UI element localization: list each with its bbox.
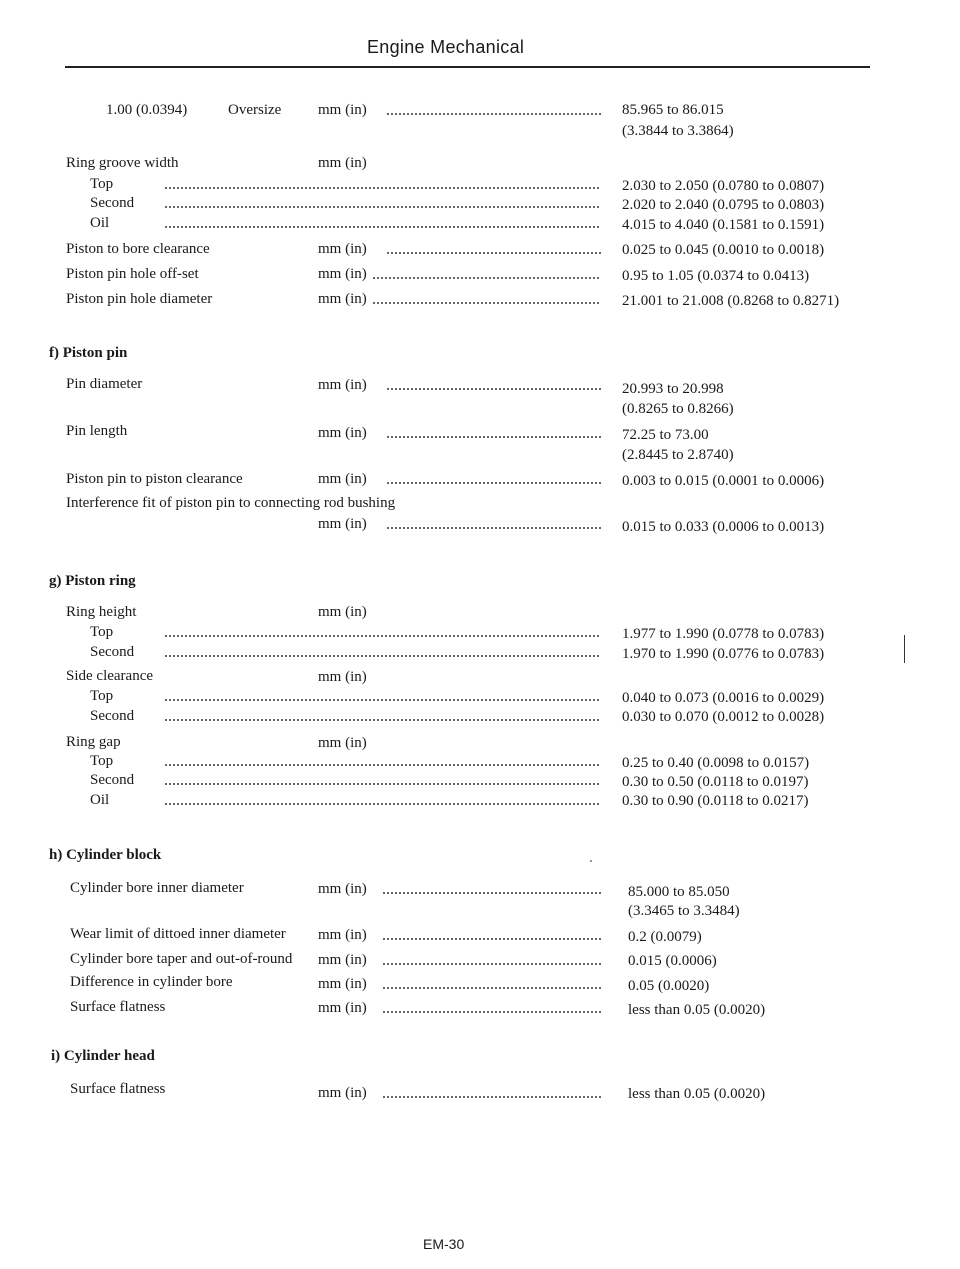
section-g-title: g) Piston ring bbox=[49, 573, 136, 589]
bore-clearance-label: Piston to bore clearance bbox=[66, 241, 210, 257]
ring-height-second-label: Second bbox=[90, 644, 135, 660]
surface-flatness-block-value: less than 0.05 (0.0020) bbox=[628, 1002, 766, 1018]
pin-length-label: Pin length bbox=[66, 423, 128, 439]
pin-hole-diameter-value: 21.001 to 21.008 (0.8268 to 0.8271) bbox=[622, 293, 840, 309]
leader-dots bbox=[164, 655, 601, 657]
leader-dots bbox=[164, 803, 601, 805]
ring-groove-second-value: 2.020 to 2.040 (0.0795 to 0.0803) bbox=[622, 197, 825, 213]
ring-height-top-label: Top bbox=[90, 624, 114, 640]
bore-clearance-unit: mm (in) bbox=[318, 241, 367, 257]
page-title: Engine Mechanical bbox=[367, 37, 525, 57]
pin-length-unit: mm (in) bbox=[318, 425, 367, 441]
leader-dots bbox=[164, 187, 601, 189]
oversize-type: Oversize bbox=[228, 102, 282, 118]
oversize-value: 85.965 to 86.015 bbox=[622, 102, 724, 118]
margin-change-bar bbox=[904, 635, 905, 663]
pin-diameter-value: 20.993 to 20.998 bbox=[622, 381, 724, 397]
bore-inner-value: 85.000 to 85.050 bbox=[628, 884, 730, 900]
leader-dots bbox=[164, 719, 601, 721]
leader-dots bbox=[386, 482, 601, 484]
ring-height-label: Ring height bbox=[66, 604, 137, 620]
surface-flatness-head-unit: mm (in) bbox=[318, 1085, 367, 1101]
surface-flatness-block-label: Surface flatness bbox=[70, 999, 166, 1015]
taper-label: Cylinder bore taper and out-of-round bbox=[70, 951, 293, 967]
difference-value: 0.05 (0.0020) bbox=[628, 978, 710, 994]
leader-dots bbox=[386, 527, 601, 529]
ring-gap-top-value: 0.25 to 0.40 (0.0098 to 0.0157) bbox=[622, 755, 810, 771]
ring-height-top-value: 1.977 to 1.990 (0.0778 to 0.0783) bbox=[622, 626, 825, 642]
leader-dots bbox=[382, 938, 601, 940]
leader-dots bbox=[372, 302, 601, 304]
ring-groove-top-value: 2.030 to 2.050 (0.0780 to 0.0807) bbox=[622, 178, 825, 194]
pin-diameter-label: Pin diameter bbox=[66, 376, 143, 392]
oversize-unit: mm (in) bbox=[318, 102, 367, 118]
ring-gap-label: Ring gap bbox=[66, 734, 121, 750]
pin-offset-unit: mm (in) bbox=[318, 266, 367, 282]
ring-gap-second-value: 0.30 to 0.50 (0.0118 to 0.0197) bbox=[622, 774, 809, 790]
scan-speck bbox=[590, 860, 592, 862]
oversize-value-in: (3.3844 to 3.3864) bbox=[622, 123, 734, 139]
wear-limit-unit: mm (in) bbox=[318, 927, 367, 943]
section-f-title: f) Piston pin bbox=[49, 345, 128, 361]
leader-dots bbox=[164, 635, 601, 637]
bore-inner-value-in: (3.3465 to 3.3484) bbox=[628, 903, 740, 919]
surface-flatness-head-label: Surface flatness bbox=[70, 1081, 166, 1097]
pin-hole-diameter-label: Piston pin hole diameter bbox=[66, 291, 213, 307]
leader-dots bbox=[164, 764, 601, 766]
leader-dots bbox=[386, 388, 601, 390]
ring-groove-second-label: Second bbox=[90, 195, 135, 211]
pin-diameter-value-in: (0.8265 to 0.8266) bbox=[622, 401, 734, 417]
leader-dots bbox=[164, 206, 601, 208]
side-clearance-label: Side clearance bbox=[66, 668, 154, 684]
taper-unit: mm (in) bbox=[318, 952, 367, 968]
difference-label: Difference in cylinder bore bbox=[70, 974, 233, 990]
leader-dots bbox=[386, 252, 601, 254]
ring-gap-unit: mm (in) bbox=[318, 735, 367, 751]
difference-unit: mm (in) bbox=[318, 976, 367, 992]
ring-gap-oil-value: 0.30 to 0.90 (0.0118 to 0.0217) bbox=[622, 793, 809, 809]
ring-groove-oil-value: 4.015 to 4.040 (0.1581 to 0.1591) bbox=[622, 217, 825, 233]
pin-hole-diameter-unit: mm (in) bbox=[318, 291, 367, 307]
leader-dots bbox=[382, 987, 601, 989]
interference-value: 0.015 to 0.033 (0.0006 to 0.0013) bbox=[622, 519, 825, 535]
side-clearance-second-value: 0.030 to 0.070 (0.0012 to 0.0028) bbox=[622, 709, 825, 725]
leader-dots bbox=[382, 963, 601, 965]
ring-gap-top-label: Top bbox=[90, 753, 114, 769]
side-clearance-unit: mm (in) bbox=[318, 669, 367, 685]
ring-groove-unit: mm (in) bbox=[318, 155, 367, 171]
leader-dots bbox=[382, 1011, 601, 1013]
leader-dots bbox=[164, 226, 601, 228]
ring-gap-second-label: Second bbox=[90, 772, 135, 788]
pin-clearance-value: 0.003 to 0.015 (0.0001 to 0.0006) bbox=[622, 473, 825, 489]
taper-value: 0.015 (0.0006) bbox=[628, 953, 717, 969]
surface-flatness-block-unit: mm (in) bbox=[318, 1000, 367, 1016]
leader-dots bbox=[386, 436, 601, 438]
leader-dots bbox=[372, 277, 601, 279]
interference-unit: mm (in) bbox=[318, 516, 367, 532]
side-clearance-top-label: Top bbox=[90, 688, 114, 704]
ring-height-unit: mm (in) bbox=[318, 604, 367, 620]
section-h-title: h) Cylinder block bbox=[49, 847, 162, 863]
pin-diameter-unit: mm (in) bbox=[318, 377, 367, 393]
pin-length-value: 72.25 to 73.00 bbox=[622, 427, 709, 443]
interference-label: Interference fit of piston pin to connecting rod bushing bbox=[66, 495, 396, 511]
pin-offset-label: Piston pin hole off-set bbox=[66, 266, 199, 282]
ring-height-second-value: 1.970 to 1.990 (0.0776 to 0.0783) bbox=[622, 646, 825, 662]
wear-limit-value: 0.2 (0.0079) bbox=[628, 929, 702, 945]
wear-limit-label: Wear limit of dittoed inner diameter bbox=[70, 926, 286, 942]
leader-dots bbox=[164, 699, 601, 701]
side-clearance-second-label: Second bbox=[90, 708, 135, 724]
bore-inner-label: Cylinder bore inner diameter bbox=[70, 880, 244, 896]
pin-offset-value: 0.95 to 1.05 (0.0374 to 0.0413) bbox=[622, 268, 810, 284]
ring-groove-label: Ring groove width bbox=[66, 155, 179, 171]
pin-length-value-in: (2.8445 to 2.8740) bbox=[622, 447, 734, 463]
leader-dots bbox=[164, 783, 601, 785]
page-number: EM-30 bbox=[423, 1236, 465, 1252]
leader-dots bbox=[382, 1096, 601, 1098]
pin-clearance-label: Piston pin to piston clearance bbox=[66, 471, 243, 487]
section-i-title: i) Cylinder head bbox=[51, 1048, 155, 1064]
oversize-size: 1.00 (0.0394) bbox=[106, 102, 188, 118]
header-rule bbox=[65, 66, 870, 68]
ring-groove-top-label: Top bbox=[90, 176, 114, 192]
leader-dots bbox=[382, 892, 601, 894]
pin-clearance-unit: mm (in) bbox=[318, 471, 367, 487]
bore-inner-unit: mm (in) bbox=[318, 881, 367, 897]
side-clearance-top-value: 0.040 to 0.073 (0.0016 to 0.0029) bbox=[622, 690, 825, 706]
surface-flatness-head-value: less than 0.05 (0.0020) bbox=[628, 1086, 766, 1102]
leader-dots bbox=[386, 113, 601, 115]
ring-gap-oil-label: Oil bbox=[90, 792, 110, 808]
bore-clearance-value: 0.025 to 0.045 (0.0010 to 0.0018) bbox=[622, 242, 825, 258]
ring-groove-oil-label: Oil bbox=[90, 215, 110, 231]
